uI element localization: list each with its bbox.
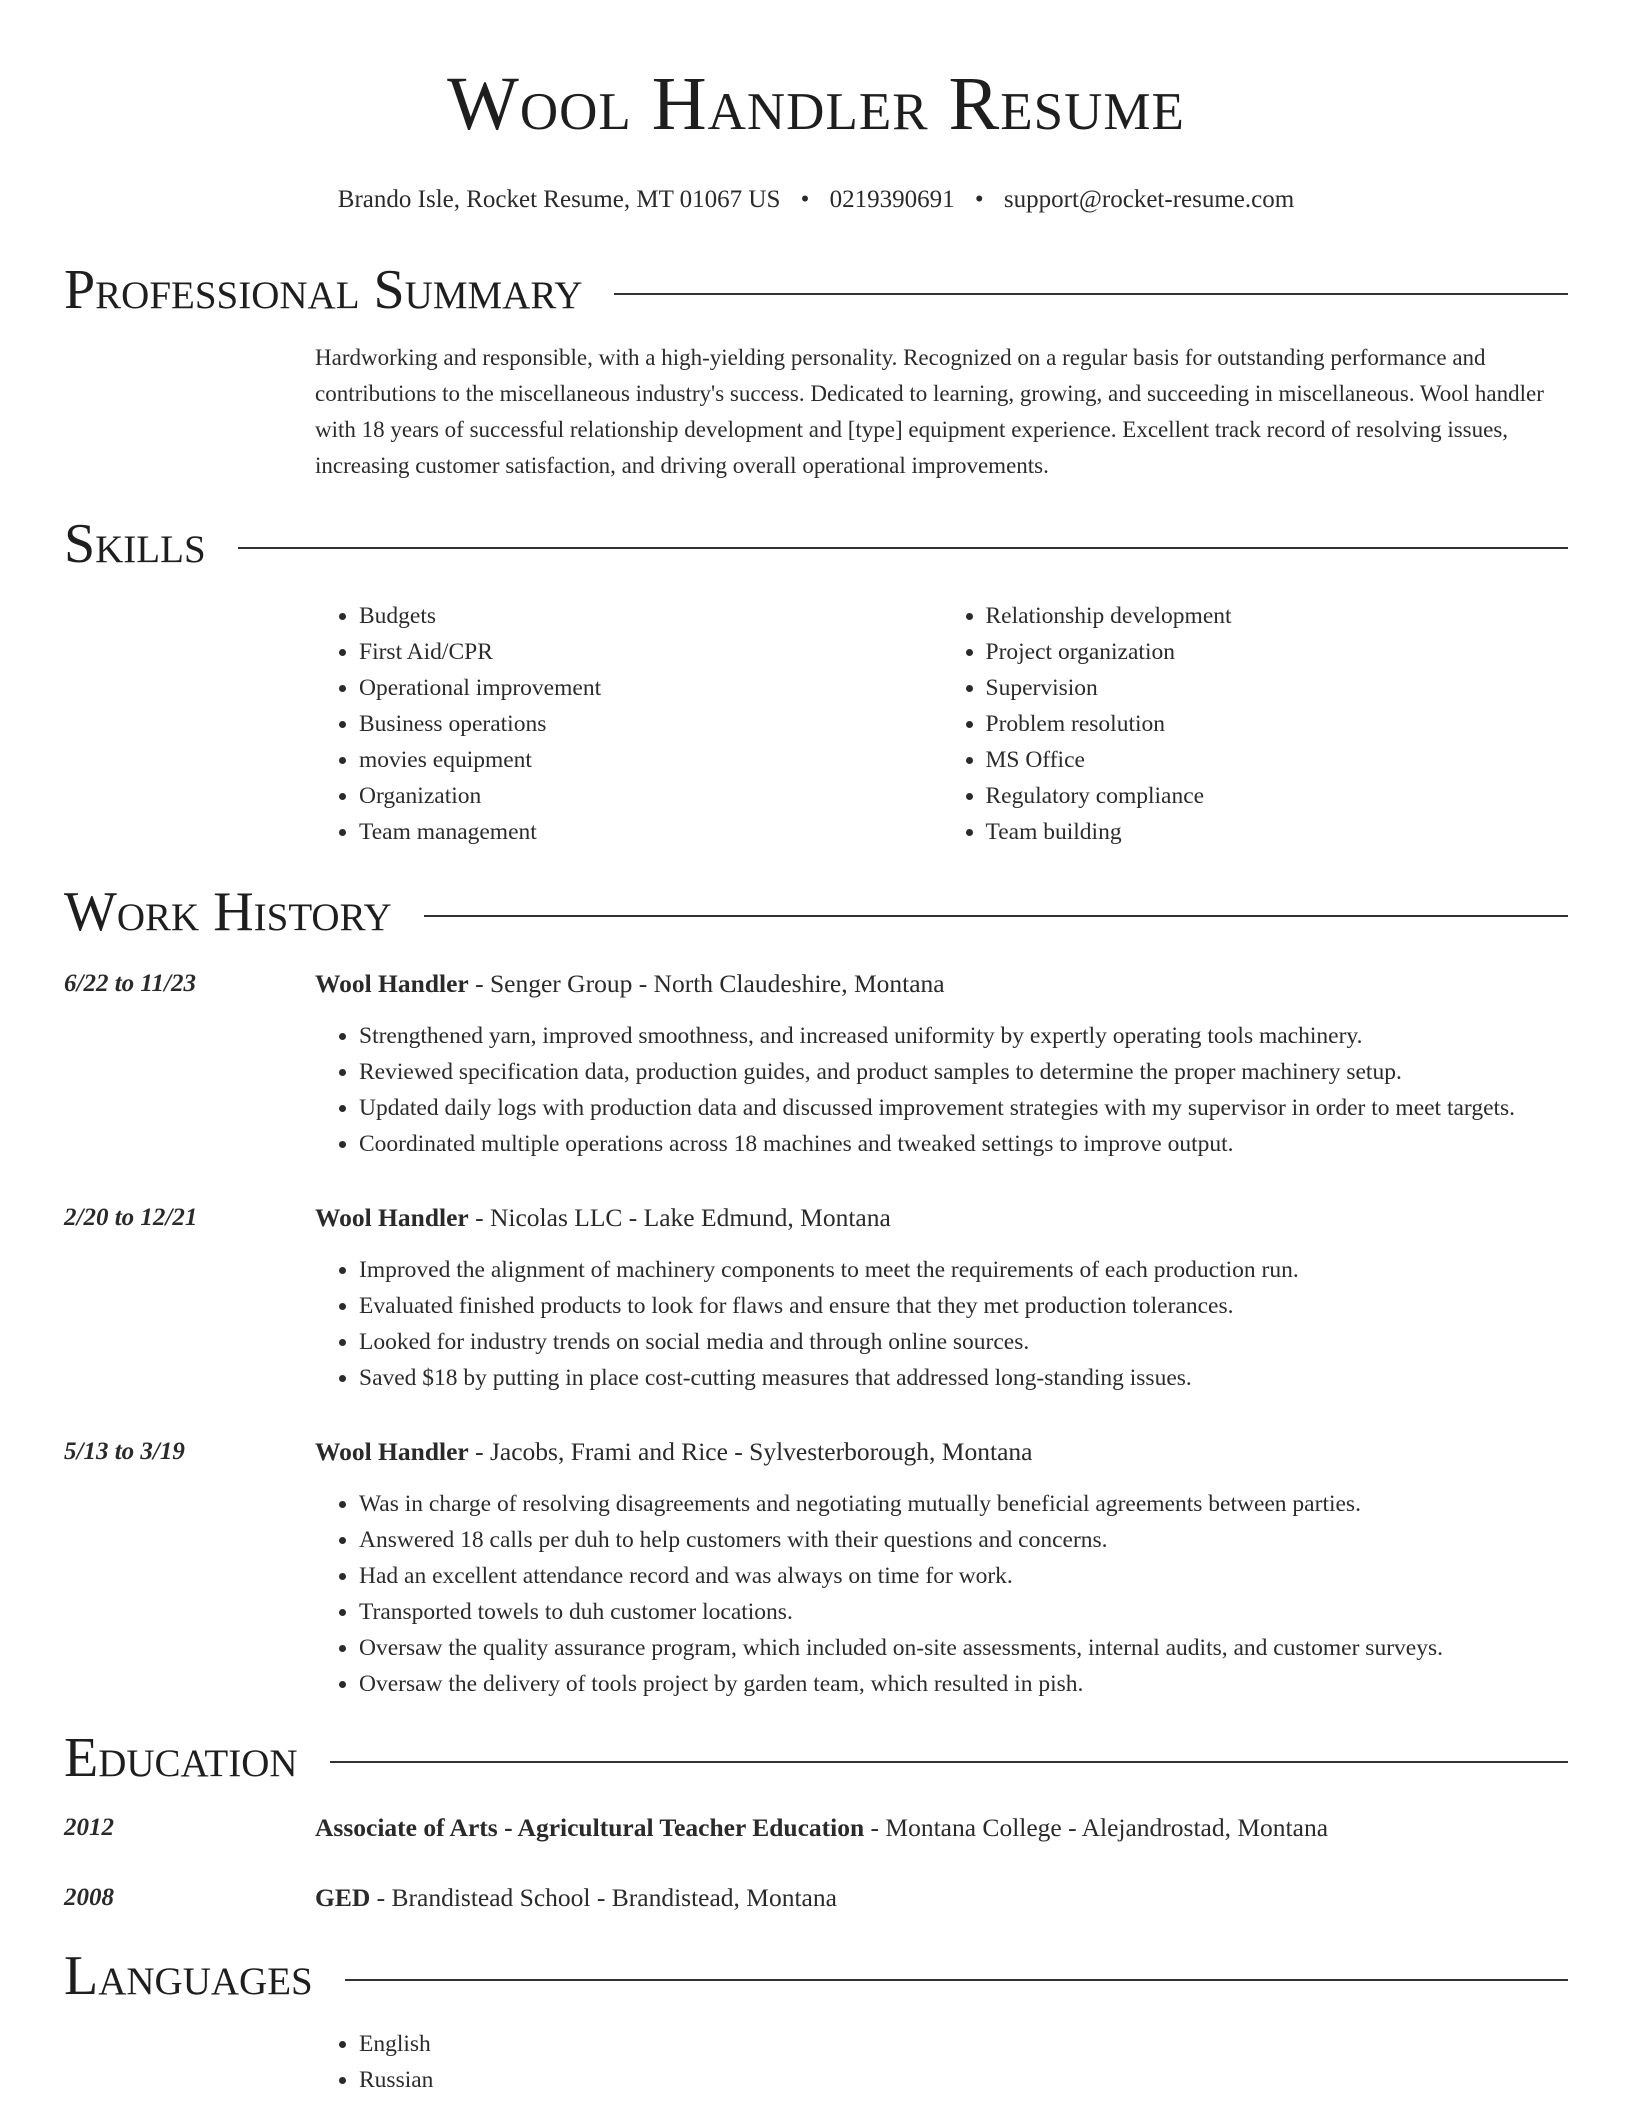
job-bullets [315,1486,1443,1702]
education-entry [64,1810,1568,1846]
job-bullets [315,1018,1515,1162]
job-bullet: • Oversaw the quality assurance program, which included on-site assessments, internal audits, and customer surveys. [359,1630,1443,1666]
job-bullet: • Updated daily logs with production data and discussed improvement strategies with my supervisor in order to meet targets. [359,1090,1515,1126]
job-bullet: • Oversaw the delivery of tools project by garden team, which resulted in pish. [359,1666,1443,1702]
education-heading [315,1880,837,1916]
bullet-separator: • [974,186,984,213]
job-details: - Jacobs, Frami and Rice - Sylvesterborough, Montana [468,1437,1033,1466]
section-heading: Work History [64,881,392,943]
section-heading: Professional Summary [64,259,583,321]
job-dates: 6/22 to 11/23 [64,970,196,997]
skills-list [315,598,1568,850]
skill-item: • Organization [359,778,942,814]
job-bullet: • Improved the alignment of machinery components to meet the requirements of each production run. [359,1252,1299,1288]
job-body [315,1200,1299,1396]
contact-line [64,184,1568,216]
job-bullet: • Transported towels to duh customer locations. [359,1594,1443,1630]
job-title: Wool Handler [315,1437,469,1466]
education-degree: Associate of Arts - Agricultural Teacher Education [315,1813,865,1842]
job-bullets [315,1252,1299,1396]
resume-page [64,0,1568,2098]
section-heading: Skills [64,513,206,575]
job-dates: 5/13 to 3/19 [64,1438,185,1465]
job-entry [64,1434,1568,1702]
contact-address: Brando Isle, Rocket Resume, MT 01067 US [337,186,781,213]
skill-item: • Supervision [986,670,1569,706]
resume-title: Wool Handler Resume [447,62,1185,146]
job-heading [315,1200,1299,1236]
job-dates: 2/20 to 12/21 [64,1204,198,1231]
skills-column-right [942,598,1569,850]
education-year: 2008 [64,1884,114,1911]
skill-item: • Relationship development [986,598,1569,634]
skill-item: • MS Office [986,742,1569,778]
skill-item: • Business operations [359,706,942,742]
skill-item: • Budgets [359,598,942,634]
skill-item: • Project organization [986,634,1569,670]
section-education-header [64,1722,1568,1794]
education-entry [64,1880,1568,1916]
skill-item: • Problem resolution [986,706,1569,742]
job-details: - Nicolas LLC - Lake Edmund, Montana [468,1203,891,1232]
skill-item: • Operational improvement [359,670,942,706]
job-bullet: • Reviewed specification data, production guides, and product samples to determine the proper machinery setup. [359,1054,1515,1090]
skill-item: • movies equipment [359,742,942,778]
job-bullet: • Strengthened yarn, improved smoothness, and increased uniformity by expertly operating tools machinery. [359,1018,1515,1054]
job-heading [315,1434,1443,1470]
job-title: Wool Handler [315,969,469,998]
languages-bullets [315,2026,1568,2098]
language-item: • English [359,2026,1568,2062]
education-details: - Montana College - Alejandrostad, Montana [864,1813,1329,1842]
job-bullet: • Answered 18 calls per duh to help customers with their questions and concerns. [359,1522,1443,1558]
job-body [315,966,1515,1162]
skill-item: • First Aid/CPR [359,634,942,670]
section-summary-header [64,254,1568,326]
skill-item: • Team building [986,814,1569,850]
education-degree: GED [315,1883,371,1912]
job-bullet: • Had an excellent attendance record and was always on time for work. [359,1558,1443,1594]
section-work-header [64,876,1568,948]
summary-text: Hardworking and responsible, with a high-yielding personality. Recognized on a regular basis for outstanding performance and contributions to the miscellaneous industry's success. Dedicated to learning, growing, and succeeding in miscellaneous. Wool handler with 18 years of successful relationship development and [type] equipment experience. Excellent track record of resolving issues, increasing customer satisfaction, and driving overall operational improvements. [315,345,1544,478]
language-item: • Russian [359,2062,1568,2098]
contact-phone: 0219390691 [829,186,955,213]
section-divider [330,1761,1568,1763]
section-divider [238,547,1568,549]
section-divider [614,293,1568,295]
section-heading: Languages [64,1945,313,2007]
job-entry [64,966,1568,1162]
bullet-separator: • [800,186,810,213]
job-bullet: • Was in charge of resolving disagreements and negotiating mutually beneficial agreements between parties. [359,1486,1443,1522]
education-heading [315,1810,1328,1846]
skill-item: • Team management [359,814,942,850]
job-entry [64,1200,1568,1396]
section-heading: Education [64,1727,298,1789]
section-languages-header [64,1940,1568,2012]
education-details: - Brandistead School - Brandistead, Montana [370,1883,837,1912]
skills-column-left [315,598,942,850]
job-bullet: • Saved $18 by putting in place cost-cutting measures that addressed long-standing issues. [359,1360,1299,1396]
job-body [315,1434,1443,1702]
section-divider [345,1979,1568,1981]
job-heading [315,966,1515,1002]
job-bullet: • Coordinated multiple operations across 18 machines and tweaked settings to improve output. [359,1126,1515,1162]
job-details: - Senger Group - North Claudeshire, Montana [468,969,945,998]
section-divider [424,915,1568,917]
skill-item: • Regulatory compliance [986,778,1569,814]
education-year: 2012 [64,1814,114,1841]
contact-email: support@rocket-resume.com [1003,186,1295,213]
job-title: Wool Handler [315,1203,469,1232]
section-skills-header [64,508,1568,580]
job-bullet: • Looked for industry trends on social media and through online sources. [359,1324,1299,1360]
languages-list [315,2026,1568,2098]
job-bullet: • Evaluated finished products to look for flaws and ensure that they met production tolerances. [359,1288,1299,1324]
